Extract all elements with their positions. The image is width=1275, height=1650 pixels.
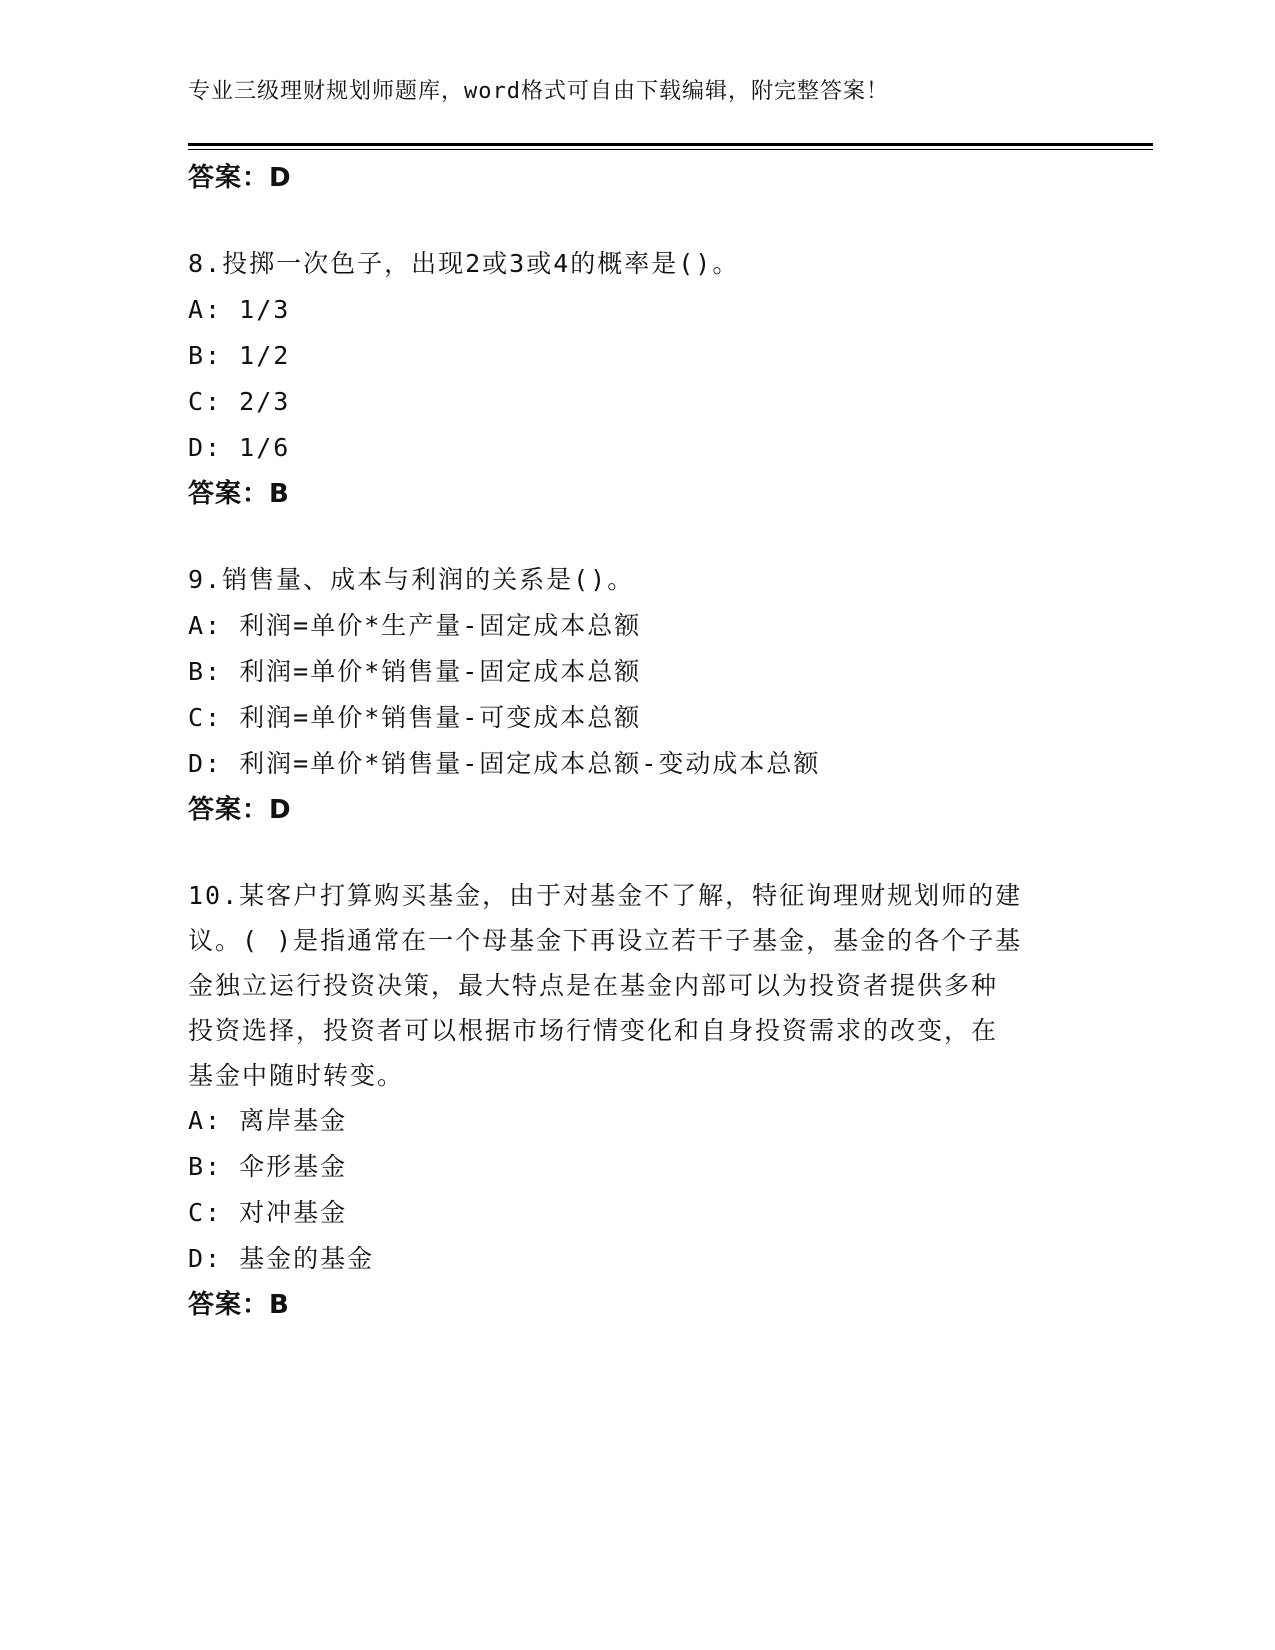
- option-d: D: 利润=单价*销售量-固定成本总额-变动成本总额: [188, 749, 821, 778]
- question-stem-line: 金独立运行投资决策，最大特点是在基金内部可以为投资者提供多种: [188, 971, 999, 1000]
- option-c: C: 2/3: [188, 387, 291, 416]
- answer: 答案：B: [188, 479, 290, 509]
- option-b: B: 利润=单价*销售量-固定成本总额: [188, 657, 642, 686]
- question-stem: 9.销售量、成本与利润的关系是()。: [188, 565, 635, 594]
- question-stem-line: 议。( )是指通常在一个母基金下再设立若干子基金，基金的各个子基: [188, 926, 1023, 955]
- option-a: A: 利润=单价*生产量-固定成本总额: [188, 611, 642, 640]
- page-header: 专业三级理财规划师题库，word格式可自由下载编辑，附完整答案！: [188, 79, 889, 104]
- question-9: [188, 557, 1088, 833]
- option-d: D: 1/6: [188, 433, 291, 462]
- question-stem: 8.投掷一次色子，出现2或3或4的概率是()。: [188, 249, 740, 278]
- question-10: [188, 873, 1088, 1328]
- option-b: B: 1/2: [188, 341, 291, 370]
- option-a: A: 离岸基金: [188, 1106, 348, 1135]
- question-stem-line: 基金中随时转变。: [188, 1061, 405, 1090]
- option-c: C: 对冲基金: [188, 1198, 348, 1227]
- question-8: [188, 241, 1088, 517]
- question-list: [188, 155, 1088, 1328]
- answer: 答案：B: [188, 1290, 290, 1320]
- header-rule-thick: [188, 143, 1153, 146]
- option-b: B: 伞形基金: [188, 1152, 348, 1181]
- answer: 答案：D: [188, 795, 292, 825]
- question-stem-line: 10.某客户打算购买基金，由于对基金不了解，特征询理财规划师的建: [188, 881, 1023, 910]
- question-stem-line: 投资选择，投资者可以根据市场行情变化和自身投资需求的改变，在: [188, 1016, 999, 1045]
- question-stem: [188, 873, 1088, 1098]
- header-rule-thin: [188, 149, 1153, 150]
- option-a: A: 1/3: [188, 295, 291, 324]
- previous-answer: 答案：D: [188, 163, 292, 193]
- option-d: D: 基金的基金: [188, 1244, 375, 1273]
- option-c: C: 利润=单价*销售量-可变成本总额: [188, 703, 642, 732]
